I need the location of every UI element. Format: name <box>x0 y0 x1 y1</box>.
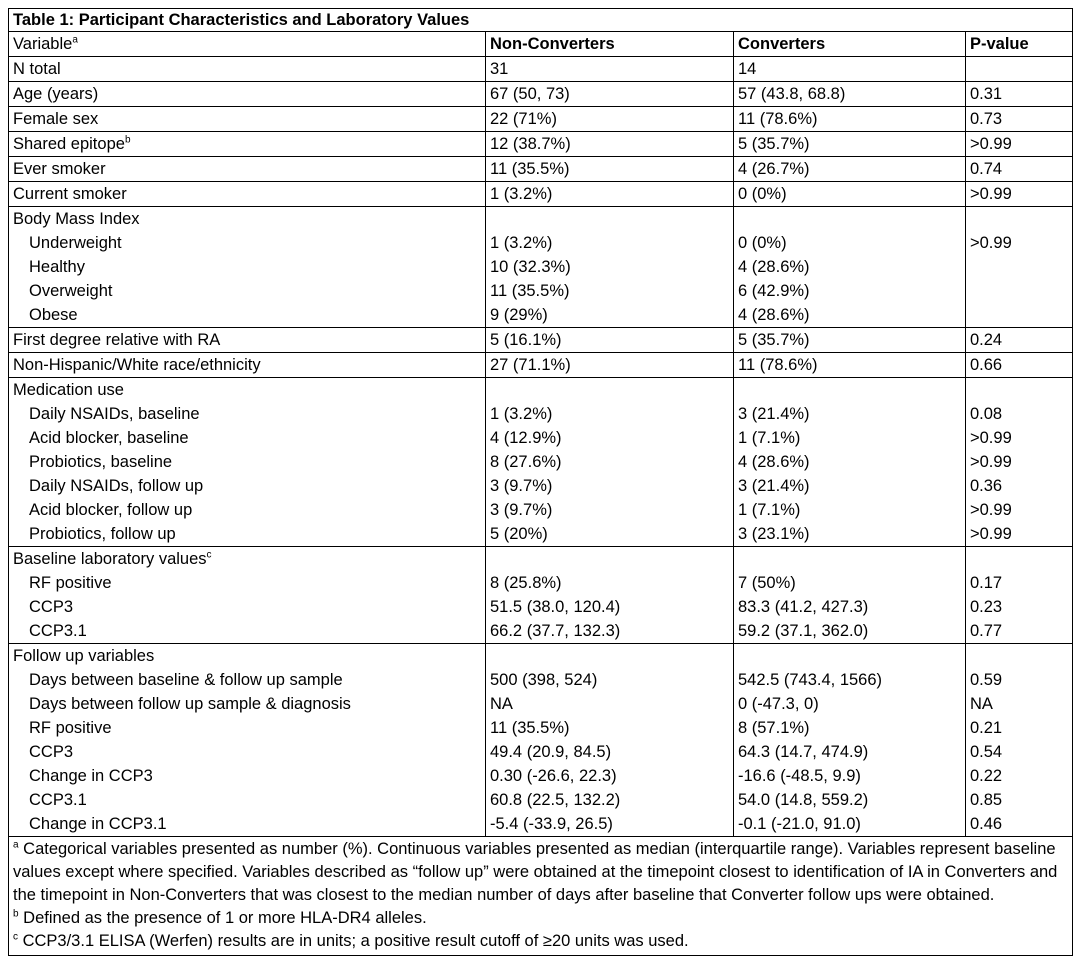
bmi-group-row <box>9 207 1073 328</box>
cell-value: 0.17 <box>970 574 1003 592</box>
header-p-value: P-value <box>966 32 1073 57</box>
sub-label: Change in CCP3 <box>29 767 153 785</box>
converters-cell <box>734 547 966 644</box>
cell-value: 11 (35.5%) <box>490 160 570 178</box>
blank-line <box>970 547 1068 571</box>
cell-value: 1 (3.2%) <box>490 234 553 252</box>
table-row <box>9 157 1073 182</box>
sub-label: Healthy <box>29 258 85 276</box>
table-container <box>8 8 1072 956</box>
non-converters-cell <box>486 107 734 132</box>
p-value-cell <box>966 182 1073 207</box>
sub-label: Change in CCP3.1 <box>29 815 167 833</box>
converters-cell <box>734 107 966 132</box>
converters-cell <box>734 57 966 82</box>
cell-value: 8 (27.6%) <box>490 453 562 471</box>
table-row <box>9 353 1073 378</box>
converters-cell <box>734 378 966 547</box>
row-label: N total <box>13 60 61 78</box>
group-heading-text: Body Mass Index <box>13 210 140 228</box>
cell-value: 67 (50, 73) <box>490 85 570 103</box>
footnote <box>13 838 1068 907</box>
cell-value <box>970 255 1068 279</box>
group-label-cell <box>9 547 486 644</box>
cell-value: 1 (3.2%) <box>490 405 553 423</box>
converters-cell: 5 (35.7%) <box>734 328 966 353</box>
cell-value: >0.99 <box>970 501 1012 519</box>
row-label-cell <box>9 182 486 207</box>
group-heading <box>13 547 481 571</box>
row-label-cell <box>9 107 486 132</box>
row-label-cell <box>9 157 486 182</box>
cell-value: 0.54 <box>970 743 1003 761</box>
footnote-text: Categorical variables presented as number (%). Continuous variables presented as median (interquartile range). Variables represent baseline values except where specified. Variables described as “follow up” were obtained at the timepoint closest to identification of IA in Converters and the timepoint in Non-Converters that was closest to the median number of days after baseline that Converter follow ups were obtained. <box>13 840 1058 904</box>
cell-value: >0.99 <box>970 525 1012 543</box>
blank-line <box>490 378 729 402</box>
table-row <box>9 82 1073 107</box>
participant-table <box>8 8 1073 956</box>
p-value-cell <box>966 107 1073 132</box>
cell-value: 4 (28.6%) <box>738 258 810 276</box>
cell-value: 4 (28.6%) <box>738 453 810 471</box>
cell-value: 66.2 (37.7, 132.3) <box>490 622 621 640</box>
table-row <box>9 132 1073 157</box>
cell-value: 542.5 (743.4, 1566) <box>738 671 883 689</box>
row-label-cell <box>9 57 486 82</box>
p-value-cell: 0.24 <box>966 328 1073 353</box>
blank-line <box>490 547 729 571</box>
row-label: Age (years) <box>13 85 99 103</box>
cell-value: 6 (42.9%) <box>738 282 810 300</box>
cell-value: >0.99 <box>970 185 1012 203</box>
blank-line <box>490 207 729 231</box>
table-body <box>9 9 1073 956</box>
blank-line <box>970 207 1068 231</box>
converters-cell <box>734 157 966 182</box>
cell-value: 4 (28.6%) <box>738 306 810 324</box>
cell-value: 8 (57.1%) <box>738 719 810 737</box>
cell-value: 51.5 (38.0, 120.4) <box>490 598 621 616</box>
p-value-cell <box>966 57 1073 82</box>
sub-label: Daily NSAIDs, baseline <box>29 405 200 423</box>
cell-value: 0.22 <box>970 767 1003 785</box>
cell-value: 31 <box>490 60 509 78</box>
cell-value: 0.21 <box>970 719 1003 737</box>
sub-label: RF positive <box>29 719 112 737</box>
sub-label: CCP3.1 <box>29 791 87 809</box>
cell-value: 5 (35.7%) <box>738 135 810 153</box>
footnotes-cell <box>9 837 1073 956</box>
cell-value: 14 <box>738 60 757 78</box>
table-row <box>9 328 1073 353</box>
title-row <box>9 9 1073 32</box>
blank-line <box>738 644 961 668</box>
group-heading-text: Medication use <box>13 381 124 399</box>
cell-value: 0.59 <box>970 671 1003 689</box>
row-label: Current smoker <box>13 185 127 203</box>
non-converters-cell <box>486 57 734 82</box>
non-converters-cell <box>486 82 734 107</box>
cell-value: 0 (0%) <box>738 185 787 203</box>
p-value-cell <box>966 82 1073 107</box>
sub-label: Acid blocker, follow up <box>29 501 193 519</box>
footnote <box>13 930 1068 953</box>
blank-line <box>738 207 961 231</box>
cell-value: 0.73 <box>970 110 1003 128</box>
cell-value: 4 (12.9%) <box>490 429 562 447</box>
cell-value: 1 (7.1%) <box>738 429 801 447</box>
cell-value: 1 (3.2%) <box>490 185 553 203</box>
converters-cell: 11 (78.6%) <box>734 353 966 378</box>
group-heading <box>13 378 481 402</box>
row-label-cell <box>9 82 486 107</box>
cell-value: 0.08 <box>970 405 1003 423</box>
row-label: Shared epitope <box>13 135 125 153</box>
non-converters-cell <box>486 378 734 547</box>
blank-line <box>738 378 961 402</box>
cell-value: 3 (9.7%) <box>490 501 553 519</box>
cell-value <box>970 279 1068 303</box>
cell-value: 64.3 (14.7, 474.9) <box>738 743 869 761</box>
group-heading <box>13 644 481 668</box>
sub-label: Underweight <box>29 234 122 252</box>
blank-line <box>738 547 961 571</box>
sub-label: Acid blocker, baseline <box>29 429 189 447</box>
cell-value: 3 (9.7%) <box>490 477 553 495</box>
sub-label: CCP3.1 <box>29 622 87 640</box>
non-converters-cell <box>486 547 734 644</box>
header-variable <box>9 32 486 57</box>
sub-label: Days between follow up sample & diagnosis <box>29 695 351 713</box>
cell-value: 0.85 <box>970 791 1003 809</box>
sub-label: Overweight <box>29 282 113 300</box>
sub-label: Obese <box>29 306 78 324</box>
converters-cell <box>734 82 966 107</box>
cell-value: NA <box>490 695 513 713</box>
sub-label: RF positive <box>29 574 112 592</box>
header-row <box>9 32 1073 57</box>
footnote-marker: a <box>13 839 19 851</box>
cell-value: >0.99 <box>970 135 1012 153</box>
cell-value: 57 (43.8, 68.8) <box>738 85 846 103</box>
cell-value: 0.23 <box>970 598 1003 616</box>
row-label: Female sex <box>13 110 99 128</box>
cell-value: 0.31 <box>970 85 1003 103</box>
sub-label: CCP3 <box>29 743 74 761</box>
table-row <box>9 57 1073 82</box>
group-heading-text: Follow up variables <box>13 647 155 665</box>
cell-value: 83.3 (41.2, 427.3) <box>738 598 869 616</box>
cell-value: 5 (20%) <box>490 525 548 543</box>
p-value-cell <box>966 644 1073 837</box>
footnote-marker: b <box>13 908 19 920</box>
non-converters-cell <box>486 157 734 182</box>
cell-value: -16.6 (-48.5, 9.9) <box>738 767 861 785</box>
converters-cell <box>734 132 966 157</box>
cell-value: 12 (38.7%) <box>490 135 571 153</box>
non-converters-cell <box>486 182 734 207</box>
p-value-cell: 0.66 <box>966 353 1073 378</box>
cell-value: 0.74 <box>970 160 1003 178</box>
cell-value: 11 (78.6%) <box>738 110 818 128</box>
non-converters-cell <box>486 207 734 328</box>
cell-value: 9 (29%) <box>490 306 548 324</box>
cell-value: 500 (398, 524) <box>490 671 598 689</box>
cell-value: 8 (25.8%) <box>490 574 562 592</box>
cell-value: >0.99 <box>970 453 1012 471</box>
baseline_lab-group-row <box>9 547 1073 644</box>
table-row <box>9 182 1073 207</box>
cell-value: 54.0 (14.8, 559.2) <box>738 791 869 809</box>
sub-label: Probiotics, baseline <box>29 453 173 471</box>
row-label-sup: b <box>124 134 131 146</box>
sub-label: Daily NSAIDs, follow up <box>29 477 204 495</box>
header-non-converters: Non-Converters <box>486 32 734 57</box>
footnote-marker: c <box>13 931 18 943</box>
group-label-cell <box>9 644 486 837</box>
cell-value: 59.2 (37.1, 362.0) <box>738 622 869 640</box>
cell-value: 22 (71%) <box>490 110 557 128</box>
header-variable-label: Variable <box>13 35 73 53</box>
non-converters-cell: 5 (16.1%) <box>486 328 734 353</box>
p-value-cell <box>966 207 1073 328</box>
cell-value: 3 (21.4%) <box>738 405 810 423</box>
sub-label: Days between baseline & follow up sample <box>29 671 343 689</box>
cell-value: 0.46 <box>970 815 1003 833</box>
cell-value: 0 (-47.3, 0) <box>738 695 819 713</box>
group-heading <box>13 207 481 231</box>
cell-value: 3 (23.1%) <box>738 525 810 543</box>
table-title: Table 1: Participant Characteristics and Laboratory Values <box>9 9 1073 32</box>
sub-label: Probiotics, follow up <box>29 525 176 543</box>
row-label-cell <box>9 132 486 157</box>
converters-cell <box>734 644 966 837</box>
blank-line <box>490 644 729 668</box>
group-heading-text: Baseline laboratory values <box>13 550 207 568</box>
medication-group-row <box>9 378 1073 547</box>
group-label-cell <box>9 378 486 547</box>
blank-line <box>970 644 1068 668</box>
cell-value: 0.36 <box>970 477 1003 495</box>
cell-value: 60.8 (22.5, 132.2) <box>490 791 621 809</box>
cell-value: 0.30 (-26.6, 22.3) <box>490 767 617 785</box>
row-label-cell: Non-Hispanic/White race/ethnicity <box>9 353 486 378</box>
cell-value: 10 (32.3%) <box>490 258 571 276</box>
sub-label: CCP3 <box>29 598 74 616</box>
p-value-cell <box>966 132 1073 157</box>
p-value-cell <box>966 378 1073 547</box>
header-converters: Converters <box>734 32 966 57</box>
non-converters-cell: 27 (71.1%) <box>486 353 734 378</box>
cell-value: 4 (26.7%) <box>738 160 810 178</box>
cell-value: -5.4 (-33.9, 26.5) <box>490 815 613 833</box>
group-label-cell <box>9 207 486 328</box>
p-value-cell <box>966 547 1073 644</box>
converters-cell <box>734 182 966 207</box>
cell-value: 11 (35.5%) <box>490 282 570 300</box>
p-value-cell <box>966 157 1073 182</box>
footnote-text: Defined as the presence of 1 or more HLA-DR4 alleles. <box>18 909 427 927</box>
footnote <box>13 907 1068 930</box>
cell-value: 3 (21.4%) <box>738 477 810 495</box>
follow_up-group-row <box>9 644 1073 837</box>
header-variable-sup: a <box>72 34 78 46</box>
cell-value <box>970 303 1068 327</box>
non-converters-cell <box>486 132 734 157</box>
cell-value: >0.99 <box>970 429 1012 447</box>
cell-value: 1 (7.1%) <box>738 501 801 519</box>
cell-value: 7 (50%) <box>738 574 796 592</box>
non-converters-cell <box>486 644 734 837</box>
row-label-cell: First degree relative with RA <box>9 328 486 353</box>
footnote-text: CCP3/3.1 ELISA (Werfen) results are in units; a positive result cutoff of ≥20 units was used. <box>18 932 689 950</box>
row-label: Ever smoker <box>13 160 106 178</box>
cell-value: 0 (0%) <box>738 234 787 252</box>
footnote-row <box>9 837 1073 956</box>
converters-cell <box>734 207 966 328</box>
cell-value: NA <box>970 695 993 713</box>
cell-value: -0.1 (-21.0, 91.0) <box>738 815 861 833</box>
cell-value: 0.77 <box>970 622 1003 640</box>
cell-value: 49.4 (20.9, 84.5) <box>490 743 612 761</box>
blank-line <box>970 378 1068 402</box>
group-heading-sup: c <box>206 549 212 561</box>
table-row <box>9 107 1073 132</box>
cell-value: >0.99 <box>970 234 1012 252</box>
cell-value: 11 (35.5%) <box>490 719 570 737</box>
